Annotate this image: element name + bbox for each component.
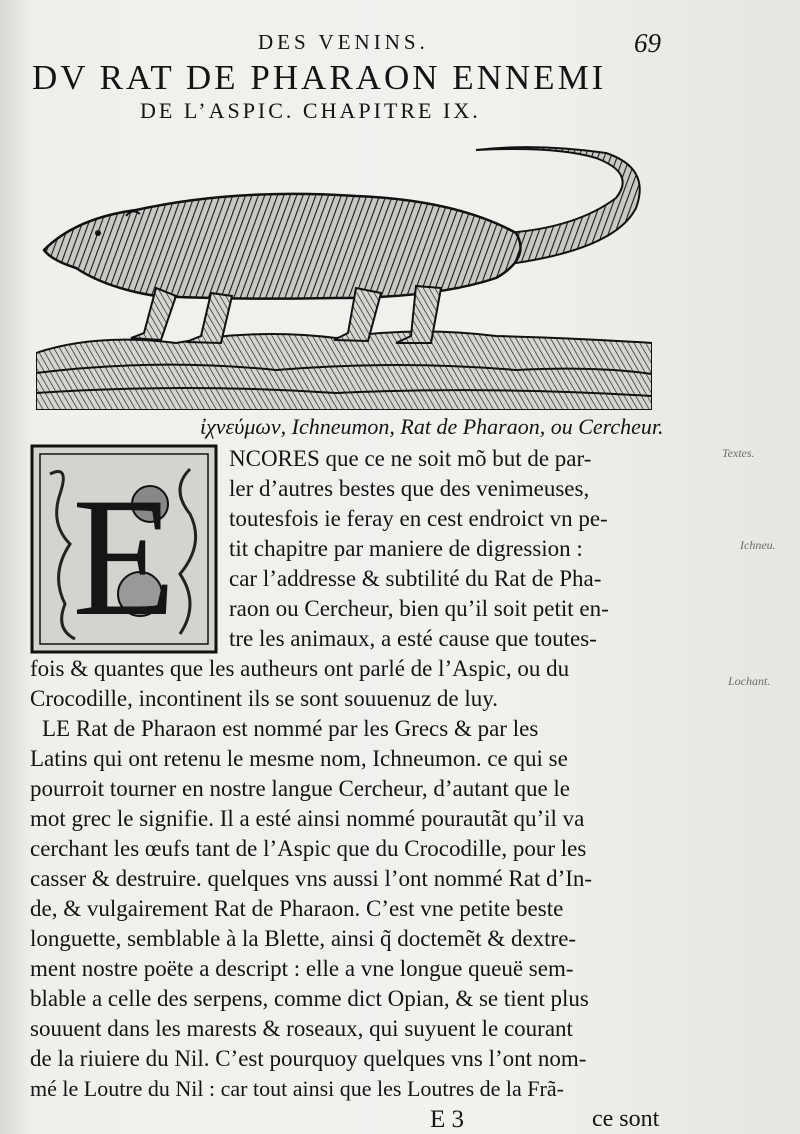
text-line: Latins qui ont retenu le mesme nom, Ichneumon. ce qui se	[30, 746, 568, 771]
text-line: LE Rat de Pharaon est nommé par les Grecs & par les	[42, 716, 539, 741]
margin-note: Lochant.	[728, 674, 771, 688]
signature-mark: E 3	[430, 1106, 465, 1133]
text-line: tre les animaux, a esté cause que toutes-	[229, 626, 597, 651]
text-line: cerchant les œufs tant de l’Aspic que du Crocodille, pour les	[30, 836, 587, 861]
ichneumon-woodcut	[36, 138, 652, 410]
text-line: car l’addresse & subtilité du Rat de Pha-	[229, 566, 602, 591]
page-number: 69	[634, 28, 661, 58]
chapter-subtitle: DE L’ASPIC. CHAPITRE IX.	[140, 98, 481, 123]
text-line: ler d’autres bestes que des venimeuses,	[229, 476, 590, 501]
text-line: toutesfois ie feray en cest endroict vn pe-	[229, 506, 608, 531]
text-line: raon ou Cercheur, bien qu’il soit petit en-	[229, 596, 609, 621]
text-line: Crocodille, incontinent ils se sont souuenuz de luy.	[30, 686, 499, 711]
text-line: pourroit tourner en nostre langue Cercheur, d’autant que le	[30, 776, 571, 801]
text-line: blable a celle des serpens, comme dict Opian, & se tient plus	[30, 986, 589, 1011]
running-head: DES VENINS.	[258, 30, 429, 54]
text-line: mot grec le signifie. Il a esté ainsi nommé pourautãt qu’il va	[30, 806, 585, 831]
text-line: casser & destruire. quelques vns aussi l’ont nommé Rat d’In-	[30, 866, 593, 891]
decorated-initial	[30, 444, 218, 654]
text-line: mé le Loutre du Nil : car tout ainsi que les Loutres de la Frã-	[30, 1076, 564, 1101]
text-line: NCORES que ce ne soit mõ but de par-	[229, 446, 592, 471]
text-line: de la riuiere du Nil. C’est pourquoy quelques vns l’ont nom-	[30, 1046, 587, 1071]
figure-caption: ἰχνεύμων, Ichneumon, Rat de Pharaon, ou Cercheur.	[200, 414, 664, 439]
chapter-title: DV RAT DE PHARAON ENNEMI	[32, 58, 607, 97]
text-line: souuent dans les marests & roseaux, qui suyuent le courant	[30, 1016, 573, 1041]
text-line: longuette, semblable à la Blette, ainsi q̃ doctemẽt & dextre-	[30, 926, 577, 951]
margin-note: Textes.	[722, 446, 755, 460]
text-line: de, & vulgairement Rat de Pharaon. C’est vne petite beste	[30, 896, 564, 921]
margin-note: Ichneu.	[740, 538, 776, 552]
text-line: fois & quantes que les autheurs ont parlé de l’Aspic, ou du	[30, 656, 570, 681]
text-line: ment nostre poëte a descript : elle a vne longue queuë sem-	[30, 956, 574, 981]
initial-letter: E	[72, 463, 176, 651]
text-line: tit chapitre par maniere de digression :	[229, 536, 583, 561]
catchword: ce sont	[592, 1106, 660, 1132]
